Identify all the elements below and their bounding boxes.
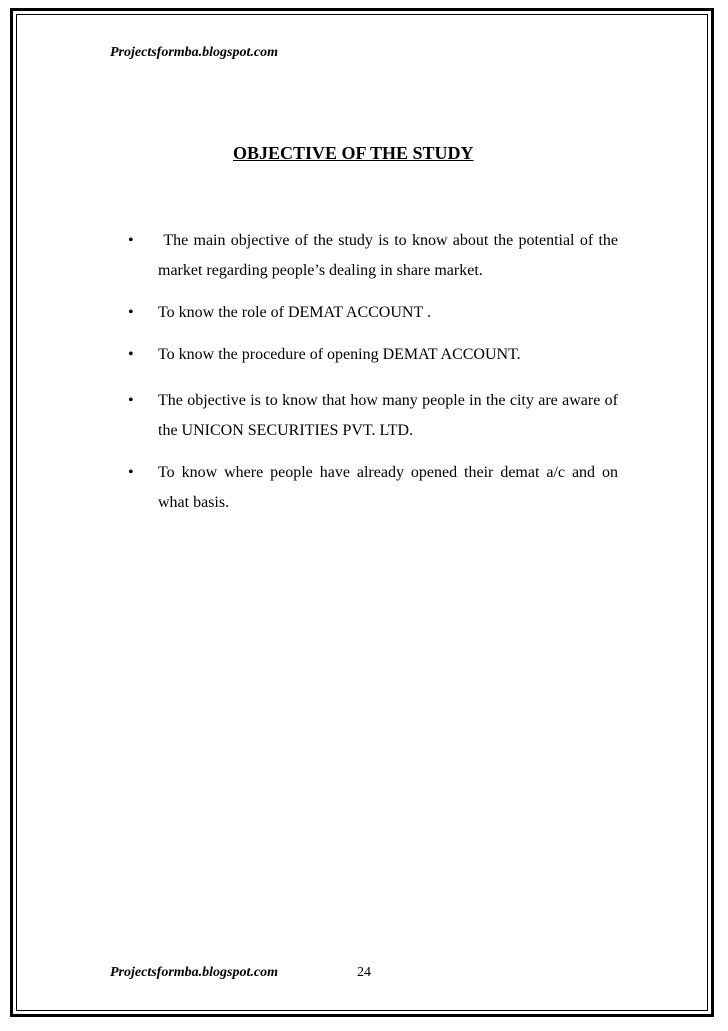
list-item xyxy=(128,340,618,370)
header-site-label: Projectsformba.blogspot.com xyxy=(110,45,278,60)
list-item xyxy=(128,226,622,286)
list-item-text: To know where people have already opened their demat a/c and on what basis. xyxy=(158,464,618,511)
list-item-text: To know the procedure of opening DEMAT ACCOUNT. xyxy=(158,346,521,363)
list-item xyxy=(128,298,618,328)
bullet-icon: • xyxy=(128,464,134,481)
page-number: 24 xyxy=(357,965,371,980)
footer-site-label: Projectsformba.blogspot.com xyxy=(110,965,278,980)
bullet-icon: • xyxy=(128,346,134,363)
bullet-icon: • xyxy=(128,392,134,409)
page-title: OBJECTIVE OF THE STUDY xyxy=(233,143,474,163)
list-item-text: The main objective of the study is to know about the potential of the market regarding people’s dealing in share market. xyxy=(158,232,622,279)
bullet-icon: • xyxy=(128,304,134,321)
list-item xyxy=(128,458,618,518)
list-item-text: The objective is to know that how many people in the city are aware of the UNICON SECURITIES PVT. LTD. xyxy=(158,392,618,439)
list-item xyxy=(128,386,618,446)
list-item-text: To know the role of DEMAT ACCOUNT . xyxy=(158,304,431,321)
bullet-icon: • xyxy=(128,232,134,249)
